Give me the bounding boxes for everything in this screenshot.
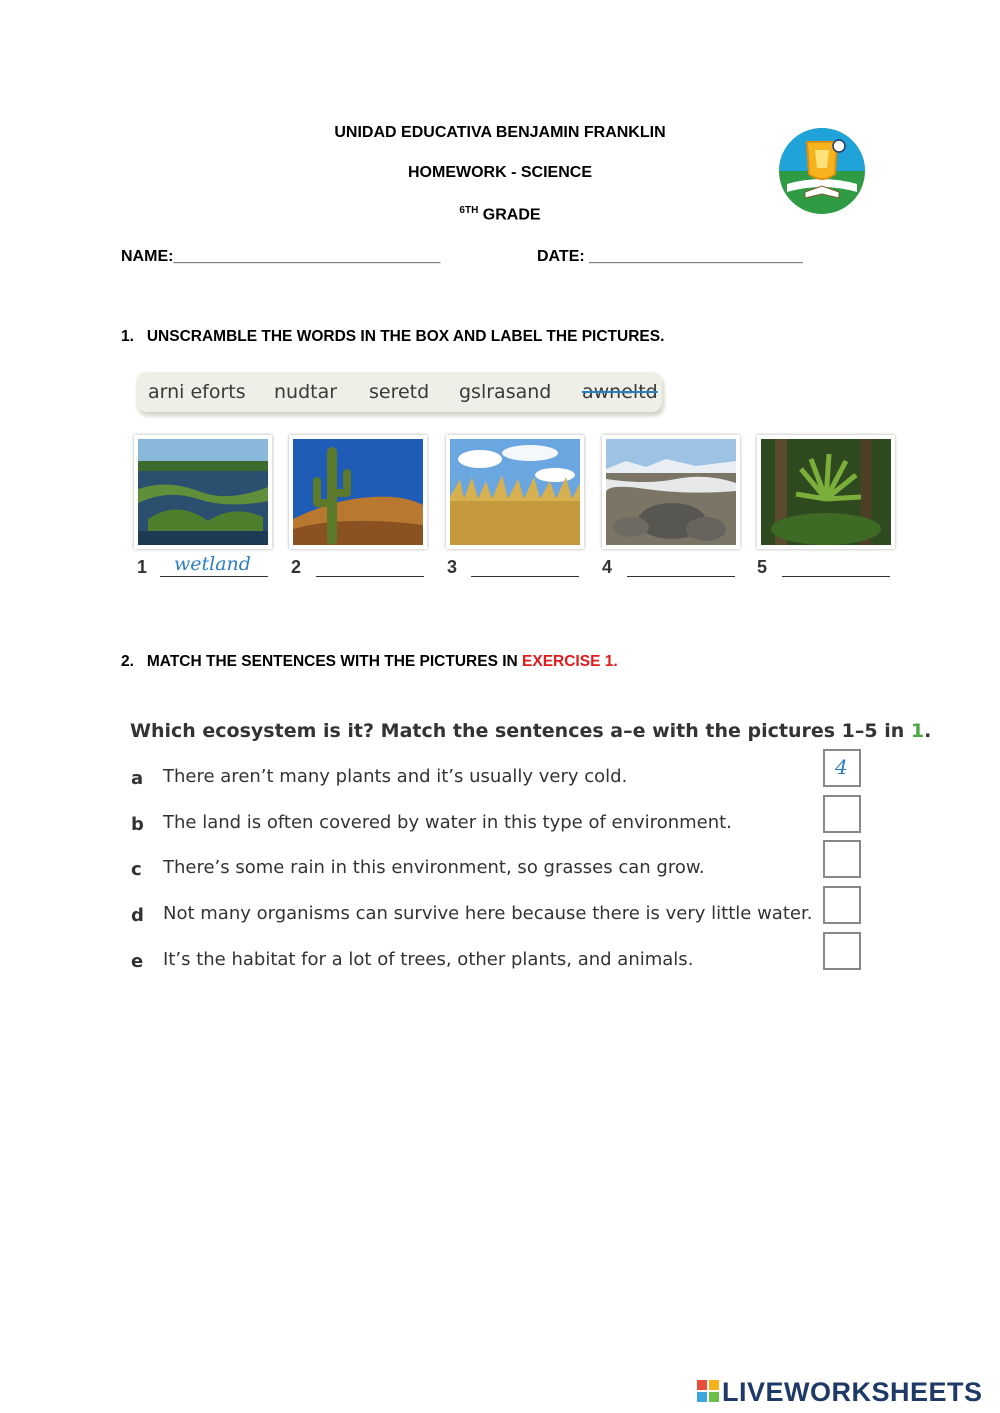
scrambled-word: nudtar	[274, 381, 338, 403]
answer-box-d[interactable]	[823, 886, 861, 924]
exercise-2-number: 2.	[121, 653, 134, 670]
grade-superscript: 6TH	[459, 205, 479, 216]
grade-text: GRADE	[482, 206, 541, 224]
date-label: DATE:	[537, 248, 585, 265]
picture-number: 4	[602, 557, 613, 577]
answer-box-c[interactable]	[823, 840, 861, 878]
picture-number: 5	[757, 557, 768, 577]
name-line[interactable]: ______________________________	[173, 248, 441, 265]
liveworksheets-brand[interactable]: LIVEWORKSHEETS	[722, 1377, 983, 1407]
name-label: NAME:	[121, 248, 174, 265]
answer-1-handwritten[interactable]: wetland	[174, 553, 251, 575]
sentence-text: There’s some rain in this environment, so grasses can grow.	[163, 857, 705, 878]
exercise-1-number: 1.	[121, 328, 134, 345]
school-name: UNIDAD EDUCATIVA BENJAMIN FRANKLIN	[334, 124, 666, 141]
picture-number: 2	[291, 557, 302, 577]
scrambled-word: seretd	[369, 381, 430, 403]
rainforest-picture	[757, 435, 895, 549]
picture-number: 3	[447, 557, 458, 577]
date-field[interactable]	[537, 248, 803, 266]
answer-line-4[interactable]	[627, 576, 735, 577]
school-logo	[777, 126, 867, 216]
wetland-picture	[134, 435, 272, 549]
grassland-picture	[446, 435, 584, 549]
date-line[interactable]: ________________________	[589, 248, 803, 265]
answer-box-e[interactable]	[823, 932, 861, 970]
exercise-1-heading	[121, 328, 664, 346]
desert-picture	[289, 435, 427, 549]
scrambled-word: arni eforts	[148, 381, 246, 403]
matching-instruction	[130, 720, 931, 742]
sentence-letter: e	[131, 951, 144, 972]
exercise-1-instruction: UNSCRAMBLE THE WORDS IN THE BOX AND LABEL THE PICTURES.	[146, 328, 665, 345]
matching-instruction-end: .	[924, 720, 932, 742]
tundra-picture	[602, 435, 740, 549]
sentence-letter: d	[131, 905, 144, 926]
matching-instruction-text: Which ecosystem is it? Match the sentences a–e with the pictures 1–5 in	[130, 720, 911, 742]
sentence-letter: b	[131, 814, 144, 835]
sentence-text: The land is often covered by water in this type of environment.	[163, 812, 732, 833]
answer-a-handwritten[interactable]: 4	[835, 755, 848, 779]
sentence-text: There aren’t many plants and it’s usually very cold.	[163, 766, 628, 787]
picture-number: 1	[137, 557, 148, 577]
answer-box-a[interactable]	[823, 749, 861, 787]
exercise-2-heading	[121, 653, 618, 671]
scrambled-word: gslrasand	[459, 381, 552, 403]
worksheet-subject: HOMEWORK - SCIENCE	[408, 164, 592, 181]
liveworksheets-logo-icon	[697, 1380, 719, 1402]
answer-line-1[interactable]	[160, 576, 268, 577]
name-field[interactable]	[121, 248, 440, 266]
answer-line-2[interactable]	[316, 576, 424, 577]
answer-line-5[interactable]	[782, 576, 890, 577]
exercise-2-instruction: MATCH THE SENTENCES WITH THE PICTURES IN	[146, 653, 523, 670]
sentence-text: Not many organisms can survive here because there is very little water.	[163, 903, 813, 924]
sentence-letter: a	[131, 768, 144, 789]
scrambled-word-used: awneltd	[582, 381, 658, 403]
answer-box-b[interactable]	[823, 795, 861, 833]
sentence-letter: c	[131, 859, 142, 880]
matching-instruction-ref: 1	[910, 720, 925, 742]
exercise-2-reference: EXERCISE 1.	[522, 653, 618, 670]
sentence-text: It’s the habitat for a lot of trees, other plants, and animals.	[163, 949, 694, 970]
answer-line-3[interactable]	[471, 576, 579, 577]
